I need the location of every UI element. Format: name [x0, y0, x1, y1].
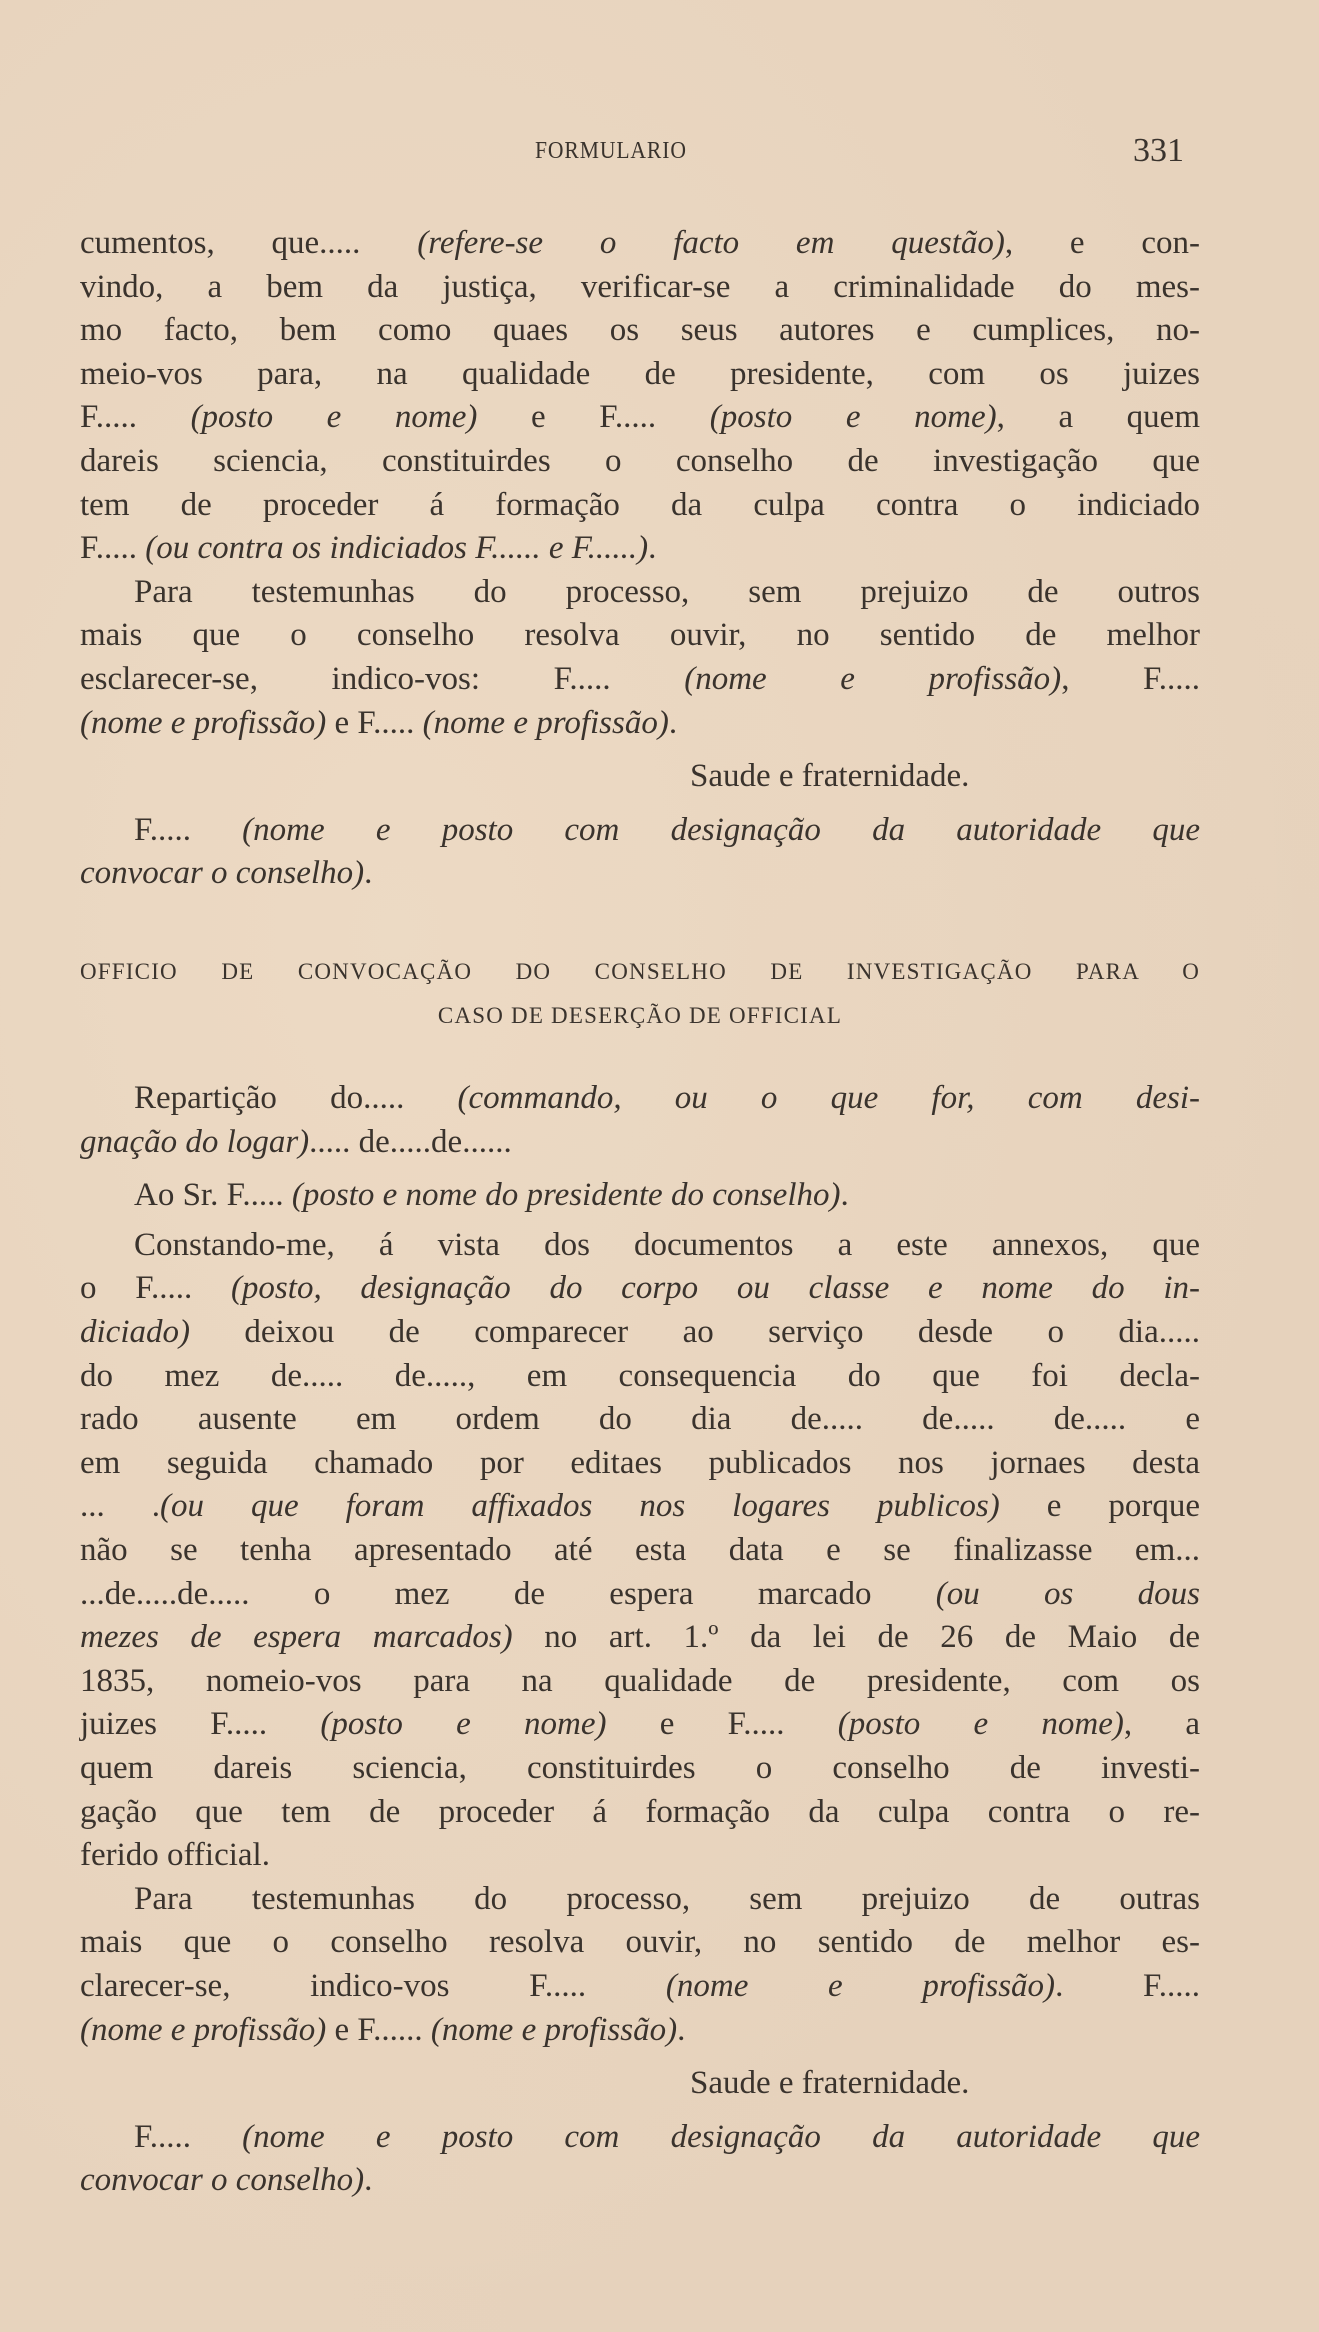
- witnesses-paragraph: [80, 1878, 1200, 2052]
- text-line: diciado) deixou de comparecer ao serviço desde o dia.....: [80, 1314, 1200, 1351]
- text-line: F..... (posto e nome) e F..... (posto e nome), a quem: [80, 399, 1200, 436]
- closing-salutation: Saude e fraternidade.: [690, 2065, 970, 2102]
- text-line: mais que o conselho resolva ouvir, no sentido de melhor es-: [80, 1924, 1200, 1961]
- text-line: mais que o conselho resolva ouvir, no sentido de melhor: [80, 617, 1200, 654]
- text-line: rado ausente em ordem do dia de..... de..... de..... e: [80, 1401, 1200, 1438]
- text-line: gnação do logar)..... de.....de......: [80, 1123, 512, 1160]
- text-line: convocar o conselho).: [80, 2162, 373, 2199]
- text-line: ferido official.: [80, 1837, 270, 1874]
- dateline: [80, 1077, 1200, 1164]
- text-line: Para testemunhas do processo, sem prejuizo de outras: [134, 1880, 1200, 1917]
- section-heading: [80, 950, 1200, 1037]
- page-number: 331: [1133, 132, 1184, 169]
- running-title: FORMULARIO: [535, 138, 687, 164]
- text-line: quem dareis sciencia, constituirdes o conselho de investi-: [80, 1750, 1200, 1786]
- text-line: juizes F..... (posto e nome) e F..... (posto e nome), a: [80, 1706, 1200, 1743]
- text-line: F..... (nome e posto com designação da autoridade que: [134, 2118, 1200, 2155]
- text-line: convocar o conselho).: [80, 855, 373, 892]
- closing-salutation: Saude e fraternidade.: [690, 758, 970, 795]
- signature-block: [80, 2116, 1200, 2203]
- text-line: mezes de espera marcados) no art. 1.º da lei de 26 de Maio de: [80, 1619, 1200, 1656]
- text-line: Para testemunhas do processo, sem prejuizo de outros: [134, 573, 1200, 610]
- witnesses-paragraph: [80, 571, 1200, 745]
- main-paragraph: [80, 1224, 1200, 1878]
- text-line: esclarecer-se, indico-vos: F..... (nome e profissão), F.....: [80, 660, 1201, 697]
- addressee: Ao Sr. F..... (posto e nome do presidente do conselho).: [134, 1177, 849, 1214]
- text-line: cumentos, que..... (refere-se o facto em questão), e con-: [80, 225, 1200, 261]
- text-line: dareis sciencia, constituirdes o conselho de investigação que: [80, 442, 1200, 479]
- text-line: Constando-me, á vista dos documentos a este annexos, que: [134, 1226, 1200, 1263]
- page-header: [0, 132, 1319, 178]
- text-line: ... .(ou que foram affixados nos logares publicos) e porque: [80, 1488, 1201, 1525]
- text-line: tem de proceder á formação da culpa contra o indiciado: [80, 486, 1200, 523]
- text-line: em seguida chamado por editaes publicados nos jornaes desta: [80, 1444, 1200, 1481]
- text-line: meio-vos para, na qualidade de presidente, com os juizes: [80, 355, 1200, 392]
- page-body: [80, 222, 1200, 2203]
- text-line: gação que tem de proceder á formação da culpa contra o re-: [80, 1793, 1200, 1830]
- text-line: ...de.....de..... o mez de espera marcado (ou os dous: [80, 1575, 1200, 1612]
- text-line: vindo, a bem da justiça, verificar-se a criminalidade do mes-: [80, 268, 1200, 305]
- text-line: F..... (nome e posto com designação da autoridade que: [134, 811, 1200, 848]
- text-line: 1835, nomeio-vos para na qualidade de presidente, com os: [80, 1662, 1200, 1699]
- signature-block: [80, 809, 1200, 896]
- heading-line: OFFICIO DE CONVOCAÇÃO DO CONSELHO DE INVESTIGAÇÃO PARA O: [80, 958, 1200, 984]
- continued-paragraph: [80, 222, 1200, 571]
- text-line: clarecer-se, indico-vos F..... (nome e profissão). F.....: [80, 1967, 1200, 2004]
- heading-line: CASO DE DESERÇÃO DE OFFICIAL: [437, 1002, 843, 1028]
- text-line: não se tenha apresentado até esta data e se finalizasse em...: [80, 1532, 1200, 1569]
- text-line: (nome e profissão) e F..... (nome e profissão).: [80, 704, 678, 741]
- text-line: Repartição do..... (commando, ou o que for, com desi-: [134, 1080, 1200, 1117]
- text-line: F..... (ou contra os indiciados F...... e F......).: [80, 530, 657, 567]
- text-line: do mez de..... de....., em consequencia do que foi decla-: [80, 1357, 1200, 1394]
- text-line: mo facto, bem como quaes os seus autores e cumplices, no-: [80, 312, 1200, 349]
- text-line: o F..... (posto, designação do corpo ou classe e nome do in-: [80, 1270, 1200, 1307]
- text-line: (nome e profissão) e F...... (nome e profissão).: [80, 2011, 686, 2048]
